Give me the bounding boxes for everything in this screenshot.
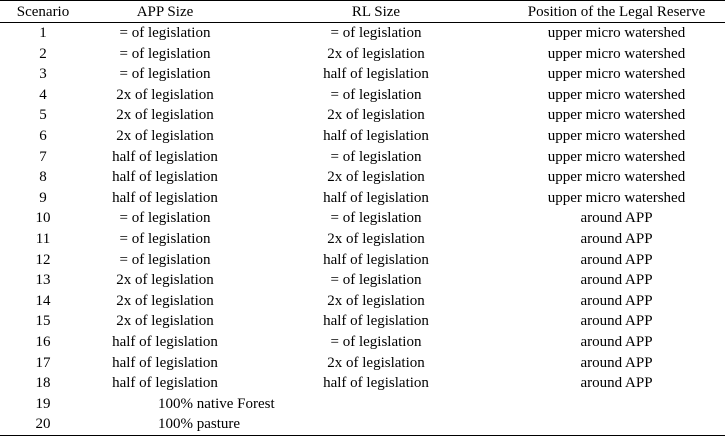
legal-reserve-position-cell: around APP: [580, 375, 653, 392]
scenario-cell: 16: [35, 333, 51, 350]
rl-size-cell: half of legislation: [323, 313, 429, 330]
legal-reserve-position-cell: around APP: [580, 210, 653, 227]
header-row: [0, 1, 725, 23]
table-row: [0, 105, 725, 126]
header-rl-size: RL Size: [244, 1, 508, 23]
table-body: [0, 23, 725, 436]
legal-reserve-position-cell: upper micro watershed: [547, 148, 686, 165]
table-row: [0, 64, 725, 85]
table-row: [0, 332, 725, 353]
legal-reserve-position-cell: upper micro watershed: [547, 169, 686, 186]
app-size-cell: = of legislation: [119, 25, 211, 41]
rl-size-cell: 2x of legislation: [327, 107, 425, 124]
legal-reserve-position-cell: around APP: [580, 251, 653, 268]
rl-size-cell: half of legislation: [323, 127, 429, 144]
app-size-cell: = of legislation: [119, 210, 211, 227]
legal-reserve-position-cell: upper micro watershed: [547, 25, 686, 41]
rl-size-cell: half of legislation: [323, 375, 429, 392]
legal-reserve-position-cell: around APP: [580, 230, 653, 247]
table-row: [0, 126, 725, 147]
table-row: [0, 270, 725, 291]
scenario-cell: 19: [35, 395, 51, 412]
scenario-cell: 3: [39, 66, 47, 83]
scenario-cell: 18: [35, 375, 51, 392]
app-size-cell: half of legislation: [112, 354, 218, 371]
rl-size-cell: half of legislation: [323, 189, 429, 206]
scenario-cell: 9: [39, 189, 47, 206]
table-row: [0, 394, 725, 415]
merged-description-cell: 100% native Forest: [158, 395, 275, 412]
legal-reserve-position-cell: around APP: [580, 272, 653, 289]
rl-size-cell: half of legislation: [323, 251, 429, 268]
scenario-cell: 6: [39, 127, 47, 144]
scenario-cell: 10: [35, 210, 51, 227]
scenario-cell: 14: [35, 292, 51, 309]
legal-reserve-position-cell: upper micro watershed: [547, 86, 686, 103]
table-row: [0, 311, 725, 332]
app-size-cell: half of legislation: [112, 148, 218, 165]
app-size-cell: 2x of legislation: [116, 107, 214, 124]
legal-reserve-position-cell: around APP: [580, 354, 653, 371]
rl-size-cell: = of legislation: [330, 148, 422, 165]
app-size-cell: = of legislation: [119, 66, 211, 83]
app-size-cell: = of legislation: [119, 251, 211, 268]
scenario-cell: 7: [39, 148, 47, 165]
table-row: [0, 23, 725, 44]
legal-reserve-position-cell: upper micro watershed: [547, 107, 686, 124]
table-row: [0, 291, 725, 312]
scenario-cell: 17: [35, 354, 51, 371]
legal-reserve-position-cell: around APP: [580, 292, 653, 309]
scenario-cell: 1: [39, 25, 47, 41]
rl-size-cell: 2x of legislation: [327, 230, 425, 247]
table-row: [0, 373, 725, 394]
rl-size-cell: 2x of legislation: [327, 292, 425, 309]
table-row: [0, 188, 725, 209]
header-scenario: Scenario: [0, 1, 86, 23]
rl-size-cell: 2x of legislation: [327, 45, 425, 62]
rl-size-cell: 2x of legislation: [327, 354, 425, 371]
rl-size-cell: 2x of legislation: [327, 169, 425, 186]
rl-size-cell: = of legislation: [330, 25, 422, 41]
app-size-cell: 2x of legislation: [116, 86, 214, 103]
app-size-cell: 2x of legislation: [116, 272, 214, 289]
scenario-cell: 20: [0, 414, 86, 435]
app-size-cell: = of legislation: [119, 230, 211, 247]
app-size-cell: half of legislation: [112, 333, 218, 350]
scenario-cell: 12: [35, 251, 51, 268]
scenario-cell: 4: [39, 86, 47, 103]
table-row: [0, 208, 725, 229]
legal-reserve-position-cell: upper micro watershed: [547, 66, 686, 83]
scenario-cell: 5: [39, 107, 47, 124]
table-row: [0, 414, 725, 435]
legal-reserve-position-cell: upper micro watershed: [547, 189, 686, 206]
scenario-cell: 13: [35, 272, 51, 289]
app-size-cell: 2x of legislation: [116, 313, 214, 330]
table-header: [0, 1, 725, 23]
app-size-cell: = of legislation: [119, 45, 211, 62]
scenario-cell: 15: [35, 313, 51, 330]
header-legal-reserve-position: Position of the Legal Reserve: [508, 1, 725, 23]
table-row: [0, 167, 725, 188]
merged-description-cell: 100% pasture: [86, 414, 725, 435]
rl-size-cell: half of legislation: [323, 66, 429, 83]
table-row: [0, 250, 725, 271]
rl-size-cell: = of legislation: [330, 210, 422, 227]
table-row: [0, 229, 725, 250]
app-size-cell: 2x of legislation: [116, 127, 214, 144]
rl-size-cell: = of legislation: [330, 272, 422, 289]
legal-reserve-position-cell: around APP: [580, 333, 653, 350]
scenario-cell: 11: [35, 230, 51, 247]
rl-size-cell: = of legislation: [330, 333, 422, 350]
table-row: [0, 353, 725, 374]
table-row: [0, 44, 725, 65]
scenario-cell: 2: [39, 45, 47, 62]
rl-size-cell: = of legislation: [330, 86, 422, 103]
table-row: [0, 147, 725, 168]
app-size-cell: 2x of legislation: [116, 292, 214, 309]
header-app-size: APP Size: [86, 1, 244, 23]
legal-reserve-position-cell: upper micro watershed: [547, 45, 686, 62]
scenario-cell: 8: [39, 169, 47, 186]
app-size-cell: half of legislation: [112, 189, 218, 206]
table-row: [0, 85, 725, 106]
app-size-cell: half of legislation: [112, 375, 218, 392]
app-size-cell: half of legislation: [112, 169, 218, 186]
legal-reserve-position-cell: upper micro watershed: [547, 127, 686, 144]
legal-reserve-position-cell: around APP: [580, 313, 653, 330]
